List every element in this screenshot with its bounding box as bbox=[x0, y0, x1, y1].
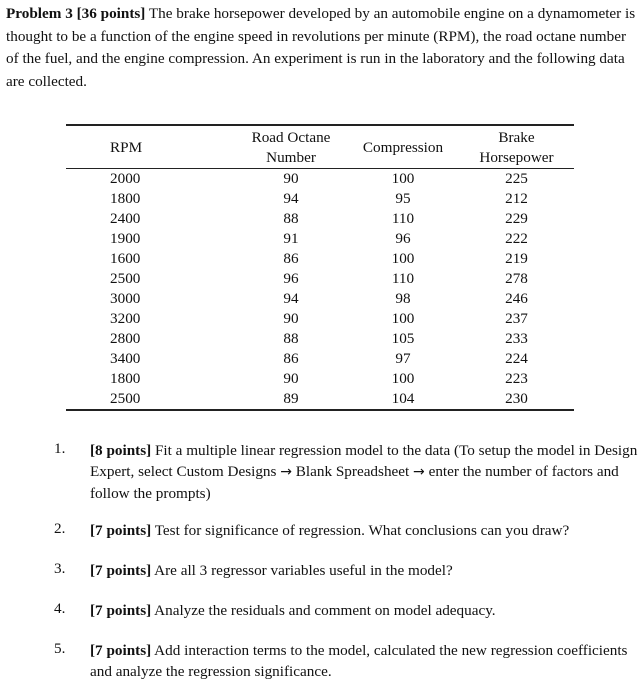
cell-octane: 90 bbox=[283, 370, 299, 387]
cell-rpm: 3000 bbox=[110, 290, 141, 307]
question-text bbox=[90, 440, 638, 504]
problem-text: The brake horsepower developed by an automobile engine on a dynamometer is thought to be a function of the engine speed in revolutions per minute (RPM), the road octane number of the fuel, and the engine compression. An experiment is run in the laboratory and the following data are collected. bbox=[6, 5, 636, 90]
cell-bhp: 212 bbox=[505, 190, 528, 207]
table-row bbox=[66, 269, 574, 289]
table-row bbox=[66, 309, 574, 329]
header-octane bbox=[235, 125, 347, 169]
cell-compression: 96 bbox=[395, 230, 411, 247]
table-row bbox=[66, 249, 574, 269]
question-text-part-a: Fit a multiple linear regression model to the data (To setup the model in Design Expert, select Custom Designs bbox=[90, 442, 638, 480]
data-table bbox=[66, 124, 574, 411]
question-text bbox=[90, 600, 638, 621]
question-body: Test for significance of regression. What conclusions can you draw? bbox=[151, 522, 570, 539]
arrow-right-icon: → bbox=[413, 464, 425, 480]
header-octane-line1: Road Octane bbox=[251, 129, 331, 146]
cell-bhp: 223 bbox=[505, 370, 528, 387]
table-row bbox=[66, 329, 574, 349]
cell-compression: 110 bbox=[391, 270, 415, 287]
cell-bhp: 224 bbox=[505, 350, 528, 367]
table-row bbox=[66, 369, 574, 389]
cell-rpm: 2500 bbox=[66, 389, 235, 410]
table-row bbox=[66, 229, 574, 249]
cell-rpm: 1600 bbox=[110, 250, 141, 267]
cell-rpm: 2500 bbox=[110, 270, 141, 287]
table-row bbox=[66, 189, 574, 209]
table-body bbox=[66, 169, 574, 411]
cell-octane: 96 bbox=[283, 270, 299, 287]
cell-bhp: 246 bbox=[505, 290, 528, 307]
question-number: 4. bbox=[54, 600, 66, 617]
cell-octane: 90 bbox=[283, 310, 299, 327]
cell-octane: 91 bbox=[283, 230, 299, 247]
table-row bbox=[66, 289, 574, 309]
cell-octane: 88 bbox=[283, 330, 299, 347]
question-points: [7 points] bbox=[90, 642, 152, 659]
cell-octane: 94 bbox=[283, 290, 299, 307]
cell-compression: 100 bbox=[391, 170, 415, 187]
header-bhp-line2: Horsepower bbox=[479, 149, 554, 166]
cell-octane: 90 bbox=[283, 170, 299, 187]
question-text bbox=[90, 560, 638, 581]
cell-rpm: 2000 bbox=[110, 170, 141, 187]
cell-compression: 95 bbox=[395, 190, 411, 207]
problem-intro bbox=[6, 3, 636, 93]
cell-octane: 86 bbox=[283, 350, 299, 367]
cell-compression: 100 bbox=[391, 370, 415, 387]
question-number: 5. bbox=[54, 640, 66, 657]
question-text-part-b: Blank Spreadsheet bbox=[291, 463, 414, 480]
table-row bbox=[66, 209, 574, 229]
cell-compression: 98 bbox=[395, 290, 411, 307]
cell-rpm: 2400 bbox=[110, 210, 141, 227]
cell-rpm: 3200 bbox=[110, 310, 141, 327]
cell-compression: 104 bbox=[347, 389, 459, 410]
cell-compression: 105 bbox=[391, 330, 415, 347]
cell-rpm: 1800 bbox=[110, 190, 141, 207]
cell-rpm: 1900 bbox=[110, 230, 141, 247]
question-number: 3. bbox=[54, 560, 66, 577]
cell-bhp: 233 bbox=[505, 330, 528, 347]
header-compression: Compression bbox=[347, 125, 459, 169]
cell-compression: 100 bbox=[391, 310, 415, 327]
cell-compression: 100 bbox=[391, 250, 415, 267]
header-rpm: RPM bbox=[66, 125, 235, 169]
cell-octane: 86 bbox=[283, 250, 299, 267]
cell-rpm: 2800 bbox=[110, 330, 141, 347]
question-body: Are all 3 regressor variables useful in the model? bbox=[151, 562, 453, 579]
cell-octane: 94 bbox=[283, 190, 299, 207]
arrow-right-icon: → bbox=[280, 464, 292, 480]
table-row bbox=[66, 169, 574, 190]
question-text-part-c: enter the number of factors and follow the prompts) bbox=[90, 463, 619, 502]
header-bhp-line1: Brake bbox=[498, 129, 535, 146]
cell-compression: 97 bbox=[395, 350, 411, 367]
question-points: [7 points] bbox=[90, 522, 152, 539]
question-text bbox=[90, 520, 638, 541]
table-row bbox=[66, 349, 574, 369]
question-body: Analyze the residuals and comment on model adequacy. bbox=[151, 602, 496, 619]
cell-rpm: 3400 bbox=[110, 350, 141, 367]
cell-bhp: 278 bbox=[505, 270, 528, 287]
question-body: Add interaction terms to the model, calculated the new regression coefficients and analyze the regression significance. bbox=[90, 642, 628, 680]
question-points: [7 points] bbox=[90, 602, 152, 619]
cell-octane: 89 bbox=[235, 389, 347, 410]
question-points: [7 points] bbox=[90, 562, 152, 579]
cell-compression: 110 bbox=[391, 210, 415, 227]
question-number: 1. bbox=[54, 440, 66, 457]
question-number: 2. bbox=[54, 520, 66, 537]
question-points: [8 points] bbox=[90, 442, 152, 459]
cell-rpm: 1800 bbox=[110, 370, 141, 387]
question-text bbox=[90, 640, 638, 682]
cell-bhp: 230 bbox=[459, 389, 574, 410]
cell-octane: 88 bbox=[283, 210, 299, 227]
cell-bhp: 222 bbox=[505, 230, 528, 247]
header-bhp bbox=[459, 125, 574, 169]
cell-bhp: 237 bbox=[505, 310, 528, 327]
problem-label: Problem 3 [36 points] bbox=[6, 5, 146, 22]
header-octane-line2: Number bbox=[266, 149, 316, 166]
table-row bbox=[66, 389, 574, 410]
cell-bhp: 219 bbox=[505, 250, 528, 267]
cell-bhp: 225 bbox=[505, 170, 528, 187]
cell-bhp: 229 bbox=[505, 210, 528, 227]
